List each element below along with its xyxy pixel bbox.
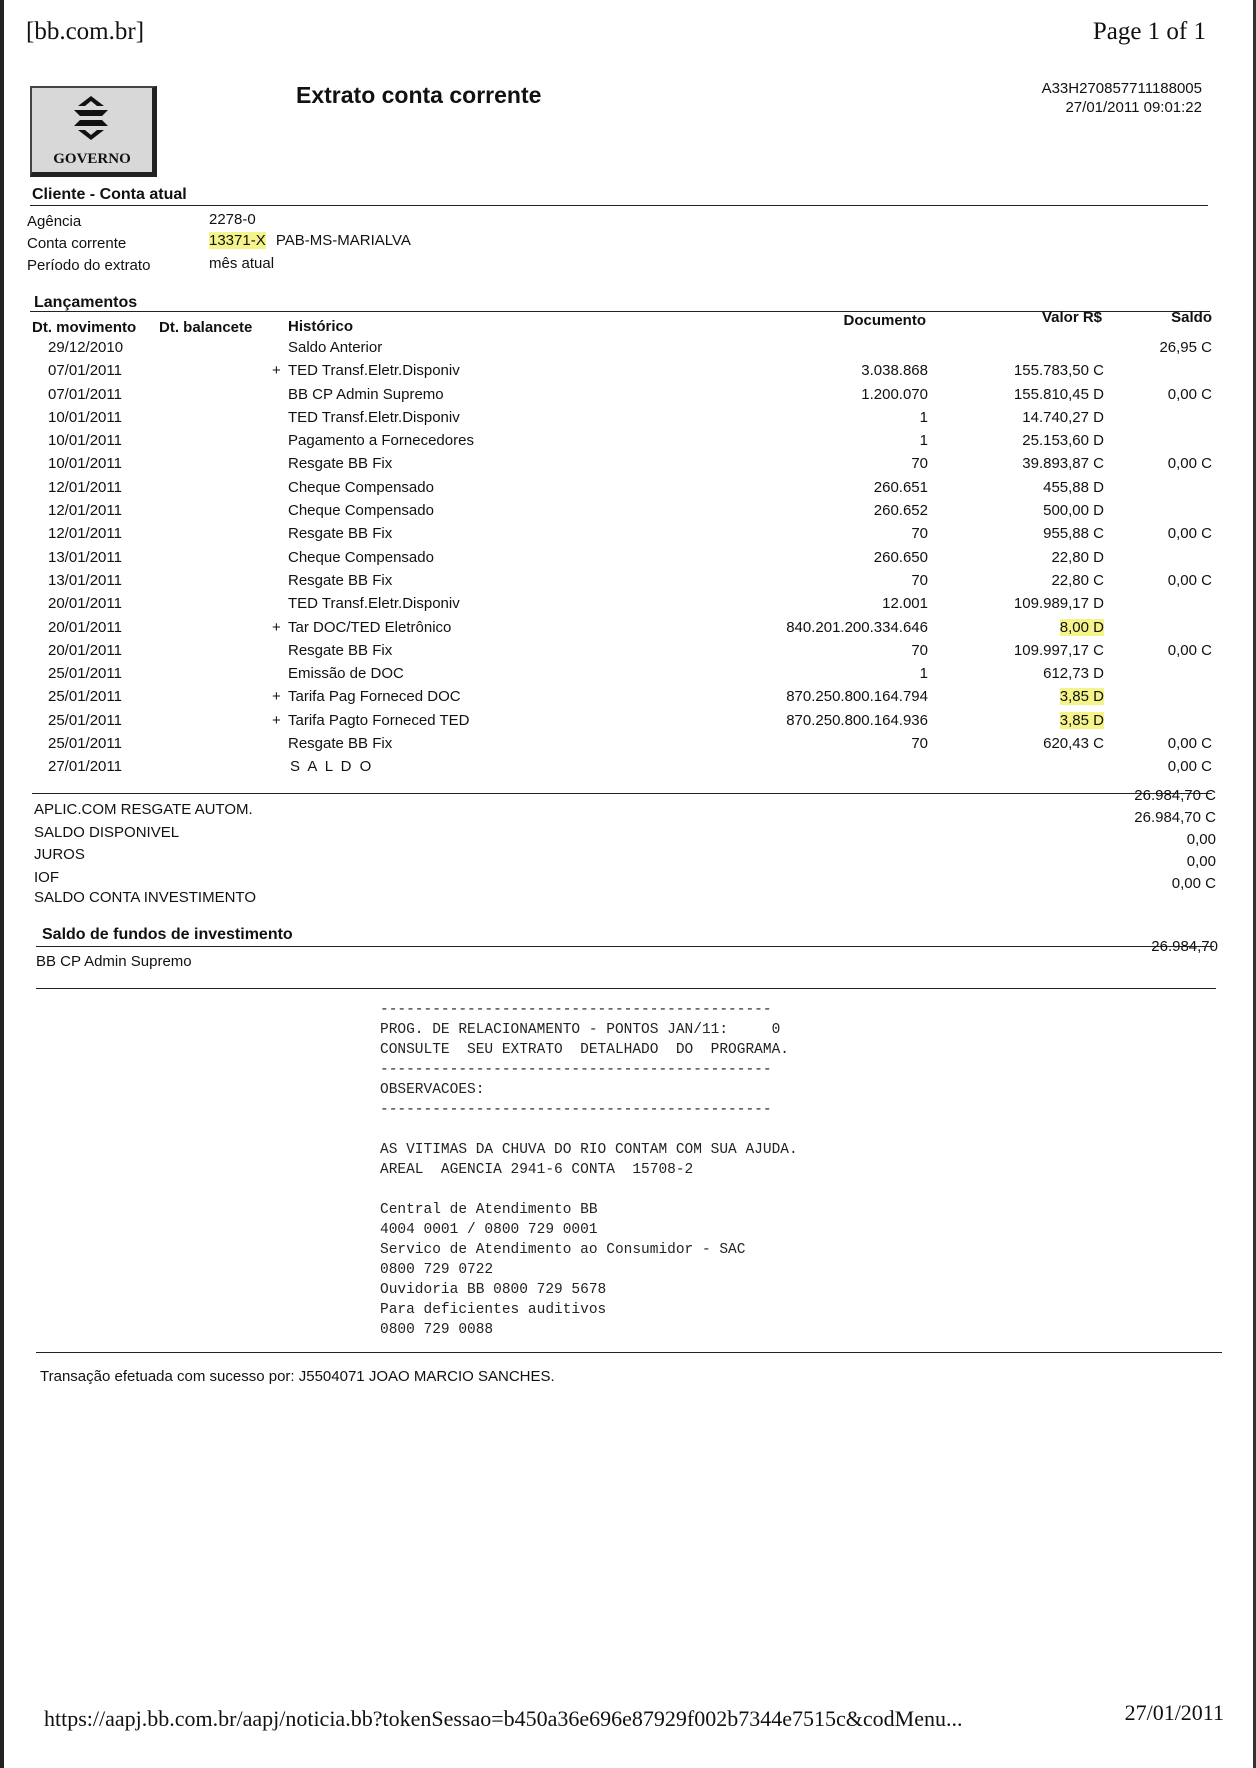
divider <box>32 793 1212 794</box>
row-historico: TED Transf.Eletr.Disponiv <box>288 408 460 426</box>
aplic-value: 26.984,70 C <box>1134 809 1216 826</box>
site-header: [bb.com.br] <box>26 18 145 45</box>
notice-block: --------------------------------------------- PROG. DE RELACIONAMENTO - PONTOS JAN/11: 0 CONSULTE SEU EXTRATO DETALHADO DO PROGRAMA. --------------------------------------------- OBSERVACOES: --------------------------------------------- AS VITIMAS DA CHUVA DO RIO CONTAM COM SUA AJUDA. AREAL AGENCIA 2941-6 CONTA 15708-2 Central de Atendimento BB 4004 0001 / 0800 729 0001 Servico de Atendimento ao Consumidor - SAC 0800 729 0722 Ouvidoria BB 0800 729 5678 Para deficientes auditivos 0800 729 0088 <box>380 1002 798 1338</box>
row-historico: Cheque Compensado <box>288 502 434 520</box>
header-dt-balancete: Dt. balancete <box>159 319 253 336</box>
row-documento: 70 <box>911 525 928 543</box>
row-date: 07/01/2011 <box>48 362 122 380</box>
row-date: 27/01/2011 <box>48 758 122 776</box>
table-row <box>0 502 1256 525</box>
row-saldo: 0,00 C <box>1167 385 1212 403</box>
row-saldo: 0,00 C <box>1167 525 1212 543</box>
row-saldo: 0,00 C <box>1167 641 1212 659</box>
client-section-title: Cliente - Conta atual <box>32 186 187 203</box>
table-row <box>0 339 1256 362</box>
row-historico: TED Transf.Eletr.Disponiv <box>288 595 460 613</box>
row-date: 10/01/2011 <box>48 455 122 473</box>
table-row <box>0 619 1256 642</box>
disponivel-value: 0,00 <box>1186 831 1216 848</box>
row-valor: 155.810,45 D <box>1013 385 1104 403</box>
periodo-label: Período do extrato <box>27 257 151 274</box>
row-historico: Resgate BB Fix <box>288 641 393 659</box>
conta-value-row <box>209 232 411 249</box>
row-documento: 12.001 <box>882 595 928 613</box>
row-valor: 3,85 D <box>1059 688 1104 706</box>
row-documento: 260.650 <box>873 548 928 566</box>
table-row <box>0 455 1256 478</box>
row-valor: 22,80 C <box>1051 571 1104 589</box>
table-row <box>0 758 1256 781</box>
row-date: 20/01/2011 <box>48 595 122 613</box>
row-date: 20/01/2011 <box>48 618 122 636</box>
iof-label: IOF <box>34 869 59 886</box>
table-row <box>0 409 1256 432</box>
juros-label: JUROS <box>34 846 85 863</box>
aplic-label: APLIC.COM RESGATE AUTOM. <box>34 801 253 818</box>
investimento-label: SALDO CONTA INVESTIMENTO <box>34 889 256 906</box>
table-row <box>0 712 1256 735</box>
row-documento: 840.201.200.334.646 <box>786 618 928 636</box>
row-historico: Emissão de DOC <box>288 665 404 683</box>
row-historico: Saldo Anterior <box>288 339 383 356</box>
row-date: 12/01/2011 <box>48 502 122 520</box>
row-plus-marker: + <box>272 618 281 636</box>
row-documento: 70 <box>911 641 928 659</box>
row-documento: 70 <box>911 455 928 473</box>
row-documento: 260.651 <box>873 478 928 496</box>
juros-value: 0,00 <box>1186 853 1216 870</box>
row-date: 13/01/2011 <box>48 571 122 589</box>
row-date: 12/01/2011 <box>48 525 122 543</box>
row-date: 12/01/2011 <box>48 478 122 496</box>
row-date: 10/01/2011 <box>48 408 122 426</box>
table-row <box>0 525 1256 548</box>
row-documento: 870.250.800.164.794 <box>786 688 928 706</box>
row-valor: 620,43 C <box>1043 735 1104 753</box>
row-valor: 25.153,60 D <box>1022 432 1104 450</box>
agencia-label: Agência <box>27 213 82 230</box>
reference-datetime: 27/01/2011 09:01:22 <box>1065 99 1202 116</box>
row-historico: Resgate BB Fix <box>288 525 393 543</box>
row-valor: 14.740,27 D <box>1022 408 1104 426</box>
header-documento: Documento <box>843 312 926 329</box>
row-date: 29/12/2010 <box>48 339 124 356</box>
scan-edge-left <box>0 0 4 1768</box>
periodo-value: mês atual <box>209 255 275 272</box>
divider <box>36 988 1216 989</box>
table-row <box>0 572 1256 595</box>
table-row <box>0 362 1256 385</box>
header-saldo: Saldo <box>1171 309 1212 326</box>
transaction-status: Transação efetuada com sucesso por: J5504071 JOAO MARCIO SANCHES. <box>40 1368 555 1385</box>
row-documento: 1 <box>919 432 928 450</box>
logo-text: GOVERNO <box>53 151 131 167</box>
row-documento: 1 <box>919 408 928 426</box>
row-plus-marker: + <box>272 711 281 729</box>
row-historico: Pagamento a Fornecedores <box>288 432 474 450</box>
row-valor: 955,88 C <box>1043 525 1104 543</box>
bank-logo <box>30 86 157 177</box>
reference-code: A33H270857711188005 <box>1041 80 1202 97</box>
row-date: 20/01/2011 <box>48 641 122 659</box>
row-historico: Resgate BB Fix <box>288 735 393 753</box>
row-documento: 870.250.800.164.936 <box>786 711 928 729</box>
row-date: 13/01/2011 <box>48 548 122 566</box>
transaction-table <box>0 339 1256 782</box>
row-historico: Tarifa Pagto Forneced TED <box>288 711 470 729</box>
row-documento: 260.652 <box>873 502 928 520</box>
row-valor: 109.989,17 D <box>1013 595 1104 613</box>
conta-name: PAB-MS-MARIALVA <box>275 232 411 249</box>
row-valor: 3,85 D <box>1059 711 1104 729</box>
row-historico: TED Transf.Eletr.Disponiv <box>288 362 460 380</box>
table-row <box>0 642 1256 665</box>
row-valor: 109.997,17 C <box>1013 641 1104 659</box>
row-valor: 500,00 D <box>1043 502 1104 520</box>
row-plus-marker: + <box>272 362 281 380</box>
fund-value: 26.984,70 <box>1151 938 1218 955</box>
conta-number: 13371-X <box>209 232 266 249</box>
header-dt-movimento: Dt. movimento <box>32 319 137 336</box>
row-saldo: 0,00 C <box>1167 455 1212 473</box>
row-valor: 39.893,87 C <box>1022 455 1104 473</box>
row-documento: 1.200.070 <box>861 385 928 403</box>
divider <box>36 946 1214 947</box>
header-valor: Valor R$ <box>1041 309 1102 326</box>
agencia-value: 2278-0 <box>209 211 256 228</box>
row-date: 07/01/2011 <box>48 385 122 403</box>
row-historico: Resgate BB Fix <box>288 571 393 589</box>
divider <box>30 205 1208 206</box>
divider <box>30 311 1210 312</box>
lancamentos-section-title: Lançamentos <box>34 294 138 311</box>
row-documento: 3.038.868 <box>861 362 928 380</box>
row-saldo: 0,00 C <box>1167 571 1212 589</box>
row-valor: 612,73 D <box>1043 665 1104 683</box>
row-documento: 70 <box>911 735 928 753</box>
table-row <box>0 688 1256 711</box>
header-historico: Histórico <box>288 318 354 335</box>
row-historico: Resgate BB Fix <box>288 455 393 473</box>
row-valor: 22,80 D <box>1051 548 1104 566</box>
conta-label: Conta corrente <box>27 235 127 252</box>
row-date: 10/01/2011 <box>48 432 122 450</box>
row-historico: BB CP Admin Supremo <box>288 385 444 403</box>
bb-logo-icon <box>68 94 114 140</box>
table-row <box>0 735 1256 758</box>
document-title: Extrato conta corrente <box>296 82 542 108</box>
table-row <box>0 595 1256 618</box>
funds-section-title: Saldo de fundos de investimento <box>42 926 293 943</box>
row-historico: Cheque Compensado <box>288 548 434 566</box>
row-documento: 1 <box>919 665 928 683</box>
divider <box>36 1352 1222 1353</box>
row-date: 25/01/2011 <box>48 711 122 729</box>
page-number: Page 1 of 1 <box>1092 18 1206 45</box>
print-date: 27/01/2011 <box>1124 1700 1224 1725</box>
table-row <box>0 665 1256 688</box>
fund-name: BB CP Admin Supremo <box>36 953 192 970</box>
row-date: 25/01/2011 <box>48 735 122 753</box>
row-valor: 8,00 D <box>1059 618 1104 636</box>
page-url: https://aapj.bb.com.br/aapj/noticia.bb?tokenSessao=b450a36e696e87929f002b7344e7515c&codMenu... <box>44 1706 963 1731</box>
summary-top-value: 26.984,70 C <box>1134 787 1216 804</box>
row-date: 25/01/2011 <box>48 688 122 706</box>
row-valor: 155.783,50 C <box>1013 362 1104 380</box>
row-saldo: 0,00 C <box>1167 758 1212 776</box>
table-row <box>0 549 1256 572</box>
row-valor: 455,88 D <box>1043 478 1104 496</box>
iof-value: 0,00 C <box>1171 875 1216 892</box>
row-historico: Cheque Compensado <box>288 478 434 496</box>
row-documento: 70 <box>911 571 928 589</box>
row-date: 25/01/2011 <box>48 665 122 683</box>
table-row <box>0 432 1256 455</box>
row-saldo: 26,95 C <box>1159 339 1212 356</box>
disponivel-label: SALDO DISPONIVEL <box>34 824 180 841</box>
row-historico: Tarifa Pag Forneced DOC <box>288 688 461 706</box>
row-historico: Tar DOC/TED Eletrônico <box>288 618 452 636</box>
row-historico: S A L D O <box>290 758 374 776</box>
table-row <box>0 386 1256 409</box>
row-plus-marker: + <box>272 688 281 706</box>
row-saldo: 0,00 C <box>1167 735 1212 753</box>
table-row <box>0 479 1256 502</box>
